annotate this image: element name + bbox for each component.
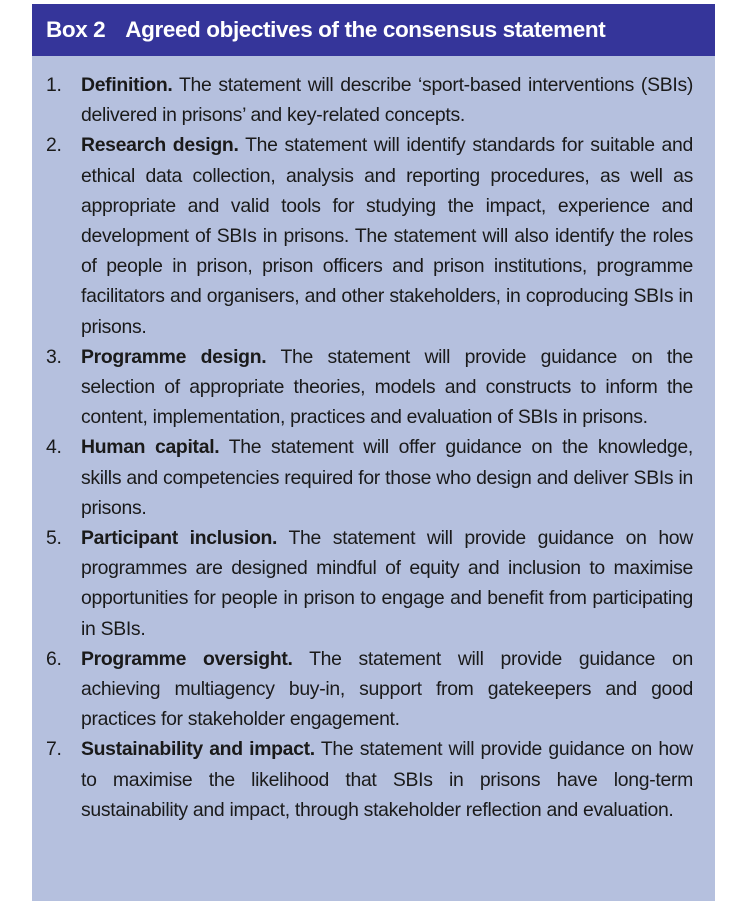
item-text: The statement will identify standards for suitable and ethical data collection, analysis and reporting procedures, as well as appropriate and valid tools for studying the impact, experience and development of SBIs in prisons. The statement will also identify the roles of people in prison, prison officers and prison institutions, programme facilitators and organisers, and other stakeholders, in coproducing SBIs in prisons. xyxy=(81,134,694,338)
item-body xyxy=(81,734,693,825)
box-number: Box 2 xyxy=(46,17,106,42)
item-title: Programme design. xyxy=(81,345,267,368)
item-number: 5. xyxy=(46,527,62,550)
item-title: Human capital. xyxy=(81,436,220,459)
list-item xyxy=(46,432,693,523)
item-body xyxy=(81,523,693,644)
item-text: The statement will describe ‘sport-based interventions (SBIs) delivered in prisons’ and key-related concepts. xyxy=(81,74,693,127)
item-title: Definition. xyxy=(81,74,173,96)
item-number: 2. xyxy=(46,134,62,157)
item-number: 3. xyxy=(46,345,62,368)
item-text: The statement will provide guidance on the selection of appropriate theories, models and constructs to inform the content, implementation, practices and evaluation of SBIs in prisons. xyxy=(81,345,693,429)
box-header xyxy=(32,4,715,56)
list-item xyxy=(46,342,693,433)
item-text: The statement will offer guidance on the knowledge, skills and competencies required for those who design and deliver SBIs in prisons. xyxy=(81,436,693,519)
box-title: Agreed objectives of the consensus statement xyxy=(125,17,606,42)
item-body xyxy=(81,644,693,735)
item-number: 1. xyxy=(46,74,62,96)
item-number: 6. xyxy=(46,647,62,670)
item-body xyxy=(81,130,693,341)
item-body xyxy=(81,342,693,433)
list-item xyxy=(46,130,693,341)
item-title: Sustainability and impact. xyxy=(81,738,315,761)
item-number: 7. xyxy=(46,738,62,761)
objectives-box xyxy=(32,4,715,901)
list-item xyxy=(46,523,693,644)
item-text: The statement will provide guidance on how programmes are designed mindful of equity and inclusion to maximise opportunities for people in prison to engage and benefit from participating in SBIs. xyxy=(81,527,693,640)
item-title: Research design. xyxy=(81,134,239,157)
item-body xyxy=(81,432,693,523)
list-item xyxy=(46,70,693,130)
objectives-list xyxy=(32,56,715,825)
item-text: The statement will provide guidance on how to maximise the likelihood that SBIs in prisons have long-term sustainability and impact, through stakeholder reflection and evaluation. xyxy=(81,738,693,821)
item-number: 4. xyxy=(46,436,62,459)
item-title: Participant inclusion. xyxy=(81,527,278,550)
list-item xyxy=(46,644,693,735)
item-body xyxy=(81,70,693,130)
item-title: Programme oversight. xyxy=(81,647,293,670)
item-text: The statement will provide guidance on achieving multiagency buy-in, support from gatekeepers and good practices for stakeholder engagement. xyxy=(81,647,693,731)
list-item xyxy=(46,734,693,825)
